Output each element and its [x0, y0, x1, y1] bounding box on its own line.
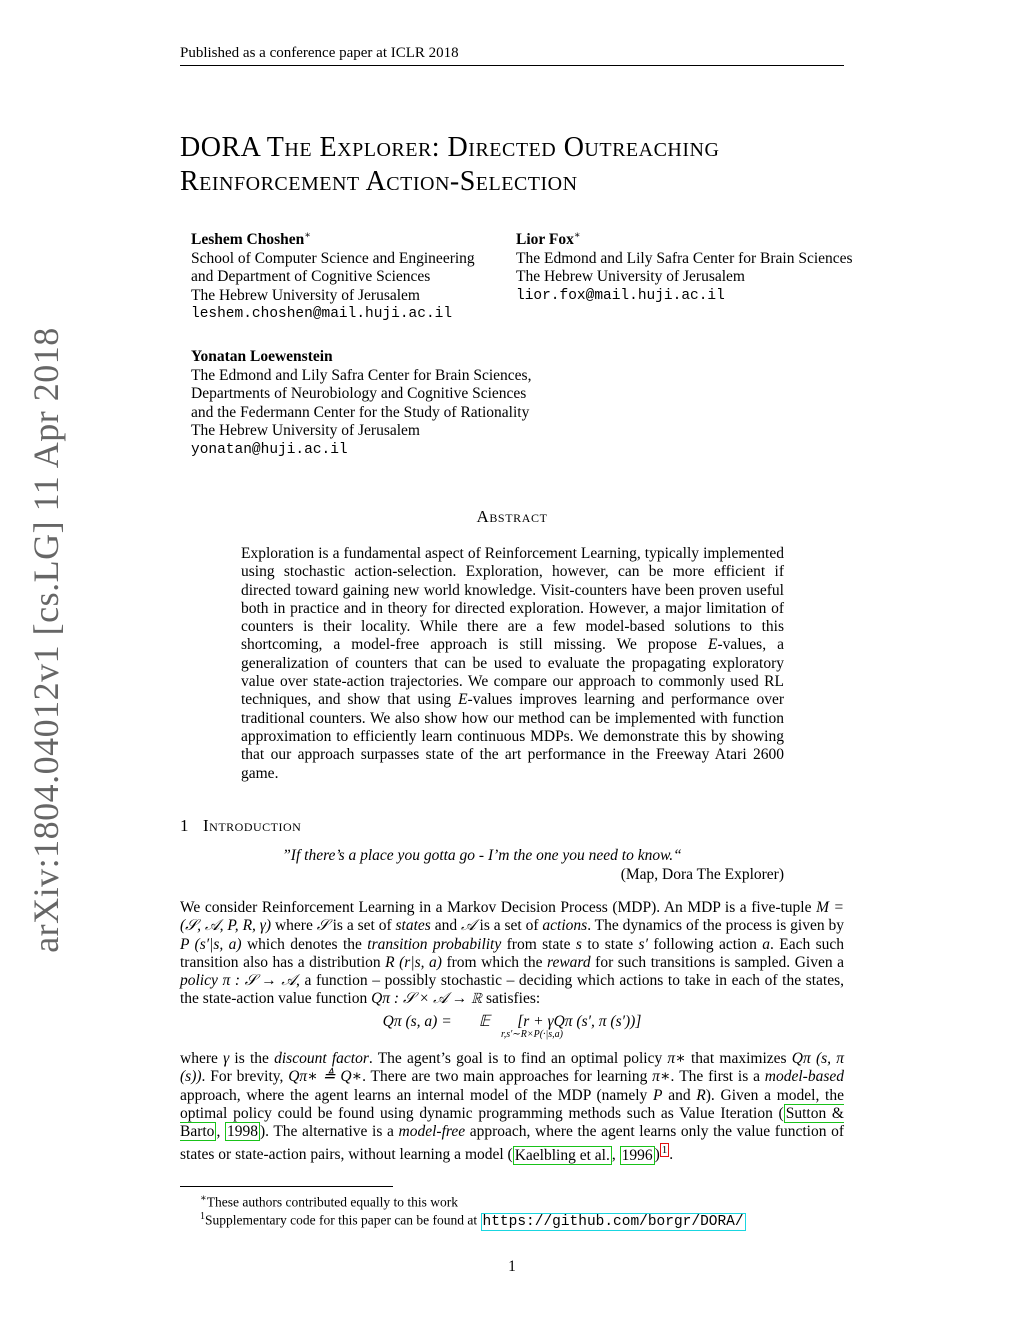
section-number: 1 [180, 816, 189, 835]
section-title: Introduction [203, 816, 302, 835]
footnote-text: Supplementary code for this paper can be found at [205, 1212, 481, 1228]
author-affiliation: The Hebrew University of Jerusalem [191, 422, 420, 439]
author-affiliation: The Edmond and Lily Safra Center for Brain Sciences, [191, 366, 532, 384]
epigraph [180, 847, 784, 884]
title-line-2: Reinforcement Action-Selection [180, 166, 578, 197]
running-header: Published as a conference paper at ICLR 2018 [180, 45, 844, 66]
author-email[interactable]: lior.fox@mail.huji.ac.il [516, 287, 725, 304]
citation-link[interactable]: Sutton & Barto [180, 1104, 844, 1141]
title-line-1: DORA The Explorer: Directed Outreaching [180, 132, 720, 163]
footnote-text: These authors contributed equally to this work [206, 1194, 458, 1210]
abstract-heading: Abstract [476, 507, 548, 526]
author-name: Yonatan Loewenstein [191, 348, 333, 365]
math-e: E [458, 691, 468, 709]
author-email[interactable]: leshem.choshen@mail.huji.ac.il [191, 306, 453, 323]
equation-subscript: r,s′∼R×P(·|s,a) [500, 1029, 563, 1040]
epigraph-text: ”If there’s a place you gotta go - I’m the one you need to know.“ [282, 847, 682, 864]
footnote-mark: 1 [200, 1211, 205, 1222]
author-email[interactable]: yonatan@huji.ac.il [191, 441, 348, 458]
author-affiliation: and the Federmann Center for the Study of Rationality [191, 403, 530, 421]
author-name: Lior Fox [516, 231, 574, 249]
bellman-equation [180, 1012, 844, 1040]
author-affiliation: Departments of Neurobiology and Cognitive Sciences [191, 385, 527, 402]
author-affiliation: The Edmond and Lily Safra Center for Brain Sciences [516, 249, 853, 267]
footnote-link[interactable]: 1 [661, 1144, 668, 1157]
citation-link[interactable]: Kaelbling et al. [514, 1146, 610, 1164]
author-affiliation: and Department of Cognitive Sciences [191, 268, 431, 286]
author-block-3 [191, 348, 531, 459]
author-block-2 [516, 227, 853, 305]
citation-link[interactable]: 1998 [226, 1123, 258, 1141]
arxiv-stamp: arXiv:1804.04012v1 [cs.LG] 11 Apr 2018 [26, 327, 66, 953]
abstract-body: Exploration is a fundamental aspect of Reinforcement Learning, typically implemented using stochastic action-selection. Exploration, however, can be more efficient if directed toward gaining new world knowledge. Visit-counters have been proven useful both in practice and in theory for directed exploration. However, a major limitation of counters is their locality. While there are a few model-based solutions to this shortcoming, a model-free approach is still missing. We propose E-values, a generalization of counters that can be used to evaluate the propagating exploratory value over state-action trajectories. We compare our approach to commonly used RL techniques, and show that using E-values improves learning and performance over traditional counters. We also show how our method can be implemented with function approximation to efficiently learn continuous MDPs. We demonstrate this by showing that our approach surpasses state of the art performance in the Freeway Atari 2600 game. [241, 545, 784, 782]
intro-paragraph-2: where γ is the discount factor. The agent’s goal is to find an optimal policy π∗ that maximizes Qπ (s, π (s)). For brevity, Qπ∗ ≜ Q∗. There are two main approaches for learning π∗. The first is a model-based approach, where the agent learns an internal model of the MDP (namely P and R). Given a model, the optimal policy could be found using dynamic programming methods such as Value Iteration ( Sutton & Barto , 1998 ). The alternative is a model-free approach, where the agent learns only the value function of states or state-action pairs, without learning a model ( Kaelbling et al. , 1996 ) $^1$ . [180, 1050, 845, 1164]
citation-link[interactable]: 1996 [621, 1146, 653, 1164]
author-affiliation: School of Computer Science and Engineering [191, 249, 475, 267]
footnote-2 [200, 1208, 746, 1231]
author-affiliation: The Hebrew University of Jerusalem [516, 268, 745, 286]
equation-main: Qπ (s, a) = 𝔼 [r + γQπ (s′, π (s′))] [382, 1013, 642, 1030]
page-number: 1 [508, 1258, 516, 1275]
footnote-mark: ∗ [200, 1193, 207, 1204]
intro-paragraph-1: We consider Reinforcement Learning in a Markov Decision Process (MDP). An MDP is a five-tuple M = (𝒮, 𝒜, P, R, γ) where 𝒮 is a set of states and 𝒜 is a set of actions. The dynamics of the process is given by P (s′|s, a) which denotes the transition probability from state s to state s′ following action a. Each such transition also has a distribution R (r|s, a) from which the reward for such transitions is sampled. Given a policy π : 𝒮 → 𝒜, a function – possibly stochastic – deciding which actions to take in each of the states, the state-action value function Qπ : 𝒮 × 𝒜 → ℝ satisfies: [180, 899, 845, 1008]
paper-title [180, 131, 860, 199]
author-block-1 [191, 227, 475, 324]
footnote-rule [180, 1186, 393, 1187]
section-heading [180, 816, 301, 836]
code-url-link[interactable]: https://github.com/borgr/DORA/ [482, 1213, 744, 1230]
author-affiliation: The Hebrew University of Jerusalem [191, 286, 420, 304]
author-mark: ∗ [573, 230, 581, 241]
author-name: Leshem Choshen [191, 231, 305, 249]
math-e: E [707, 636, 718, 654]
epigraph-source: (Map, Dora The Explorer) [620, 865, 784, 883]
author-mark: ∗ [304, 230, 312, 241]
